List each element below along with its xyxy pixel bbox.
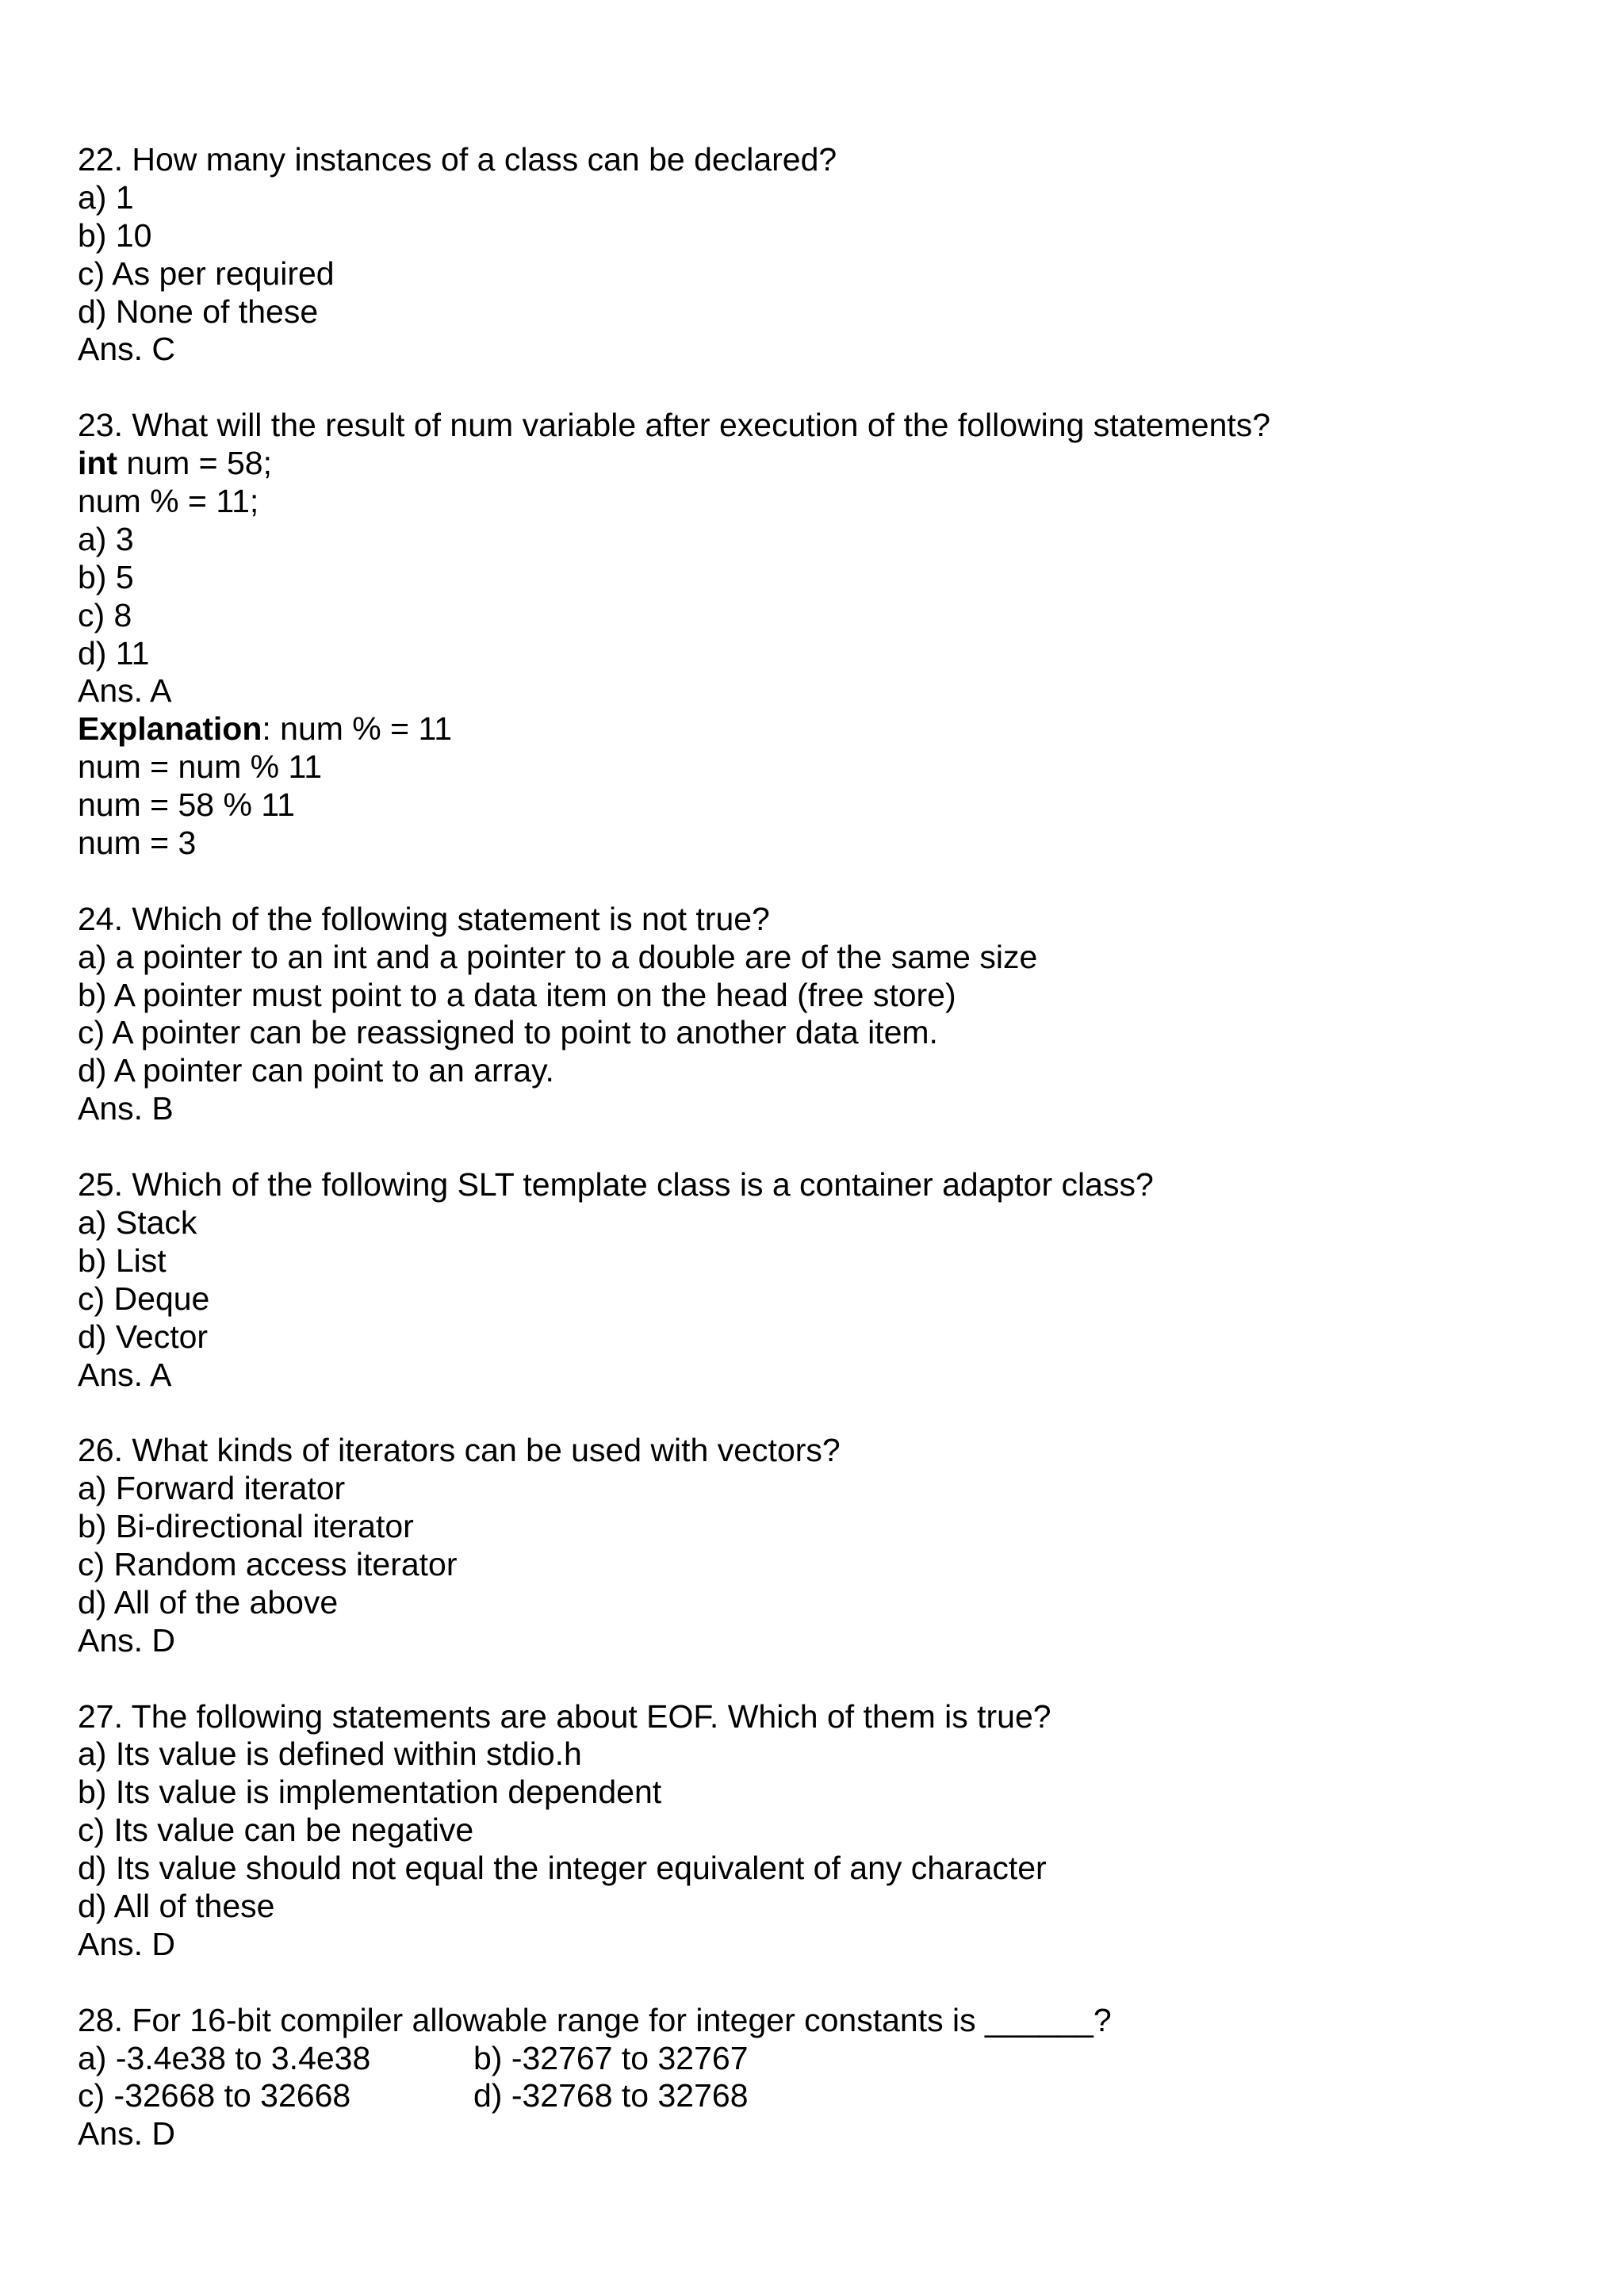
code-text: num = 58; [117,445,272,482]
document-page [78,141,1568,2191]
option-b: b) Its value is implementation dependent [78,1774,662,1811]
explanation-label: Explanation [78,710,262,748]
option-c: c) Random access iterator [78,1545,458,1582]
code-line-2: num % = 11; [78,483,259,520]
question-stem: 24. Which of the following statement is not true? [78,900,770,937]
option-a: a) 3 [78,520,134,557]
question-stem: 28. For 16-bit compiler allowable range for integer constants is ______? [78,2001,1112,2038]
option-b: b) 5 [78,558,134,595]
question-stem: 27. The following statements are about EOF. Which of them is true? [78,1697,1051,1735]
question-stem: 26. What kinds of iterators can be used with vectors? [78,1432,841,1469]
answer: Ans. D [78,1621,176,1659]
answer: Ans. A [78,1356,172,1393]
code-line-1 [78,445,1568,483]
answer: Ans. D [78,1925,176,1962]
explanation-line [78,710,1568,748]
question-27 [78,1698,1568,1964]
option-b: b) List [78,1242,167,1279]
option-d: d) 11 [78,634,150,672]
option-c: c) A pointer can be reassigned to point to another data item. [78,1014,938,1051]
option-d-all: d) All of these [78,1887,275,1924]
explanation-step-1: num = num % 11 [78,748,323,786]
option-a: a) Stack [78,1203,197,1241]
option-d: d) -32768 to 32768 [473,2077,749,2114]
option-a: a) Its value is defined within stdio.h [78,1735,582,1773]
option-b: b) Bi-directional iterator [78,1508,414,1545]
option-a: a) 1 [78,178,134,216]
code-keyword: int [78,445,118,482]
option-b: b) 10 [78,216,152,254]
explanation-step-3: num = 3 [78,825,197,862]
question-23 [78,407,1568,863]
question-24 [78,901,1568,1128]
option-b: b) A pointer must point to a data item on the head (free store) [78,976,956,1013]
question-28 [78,2002,1568,2154]
options-row-2 [78,2077,1568,2115]
question-stem: 22. How many instances of a class can be declared? [78,141,837,178]
option-d: d) Vector [78,1318,209,1355]
options-row-1 [78,2040,1568,2078]
option-a: a) Forward iterator [78,1470,346,1507]
option-a: a) -3.4e38 to 3.4e38 [78,2039,371,2076]
option-d: d) A pointer can point to an array. [78,1052,554,1089]
explanation-step-2: num = 58 % 11 [78,786,295,824]
answer: Ans. D [78,2115,176,2152]
option-d: d) All of the above [78,1583,339,1621]
option-c: c) As per required [78,254,335,292]
answer: Ans. A [78,672,172,710]
question-stem: 23. What will the result of num variable after execution of the following statements? [78,407,1271,444]
answer: Ans. C [78,331,176,368]
option-d: d) None of these [78,293,319,330]
option-b: b) -32767 to 32767 [473,2039,749,2076]
option-c: c) Deque [78,1280,210,1317]
option-a: a) a pointer to an int and a pointer to a double are of the same size [78,938,1038,975]
answer: Ans. B [78,1090,174,1127]
option-c: c) Its value can be negative [78,1812,474,1849]
question-25 [78,1166,1568,1394]
option-d: d) Its value should not equal the integer equivalent of any character [78,1850,1047,1887]
option-c: c) 8 [78,596,132,633]
question-stem: 25. Which of the following SLT template class is a container adaptor class? [78,1166,1154,1203]
explanation-text: : num % = 11 [262,710,453,748]
question-22 [78,141,1568,369]
option-c: c) -32668 to 32668 [78,2077,351,2114]
question-26 [78,1432,1568,1659]
